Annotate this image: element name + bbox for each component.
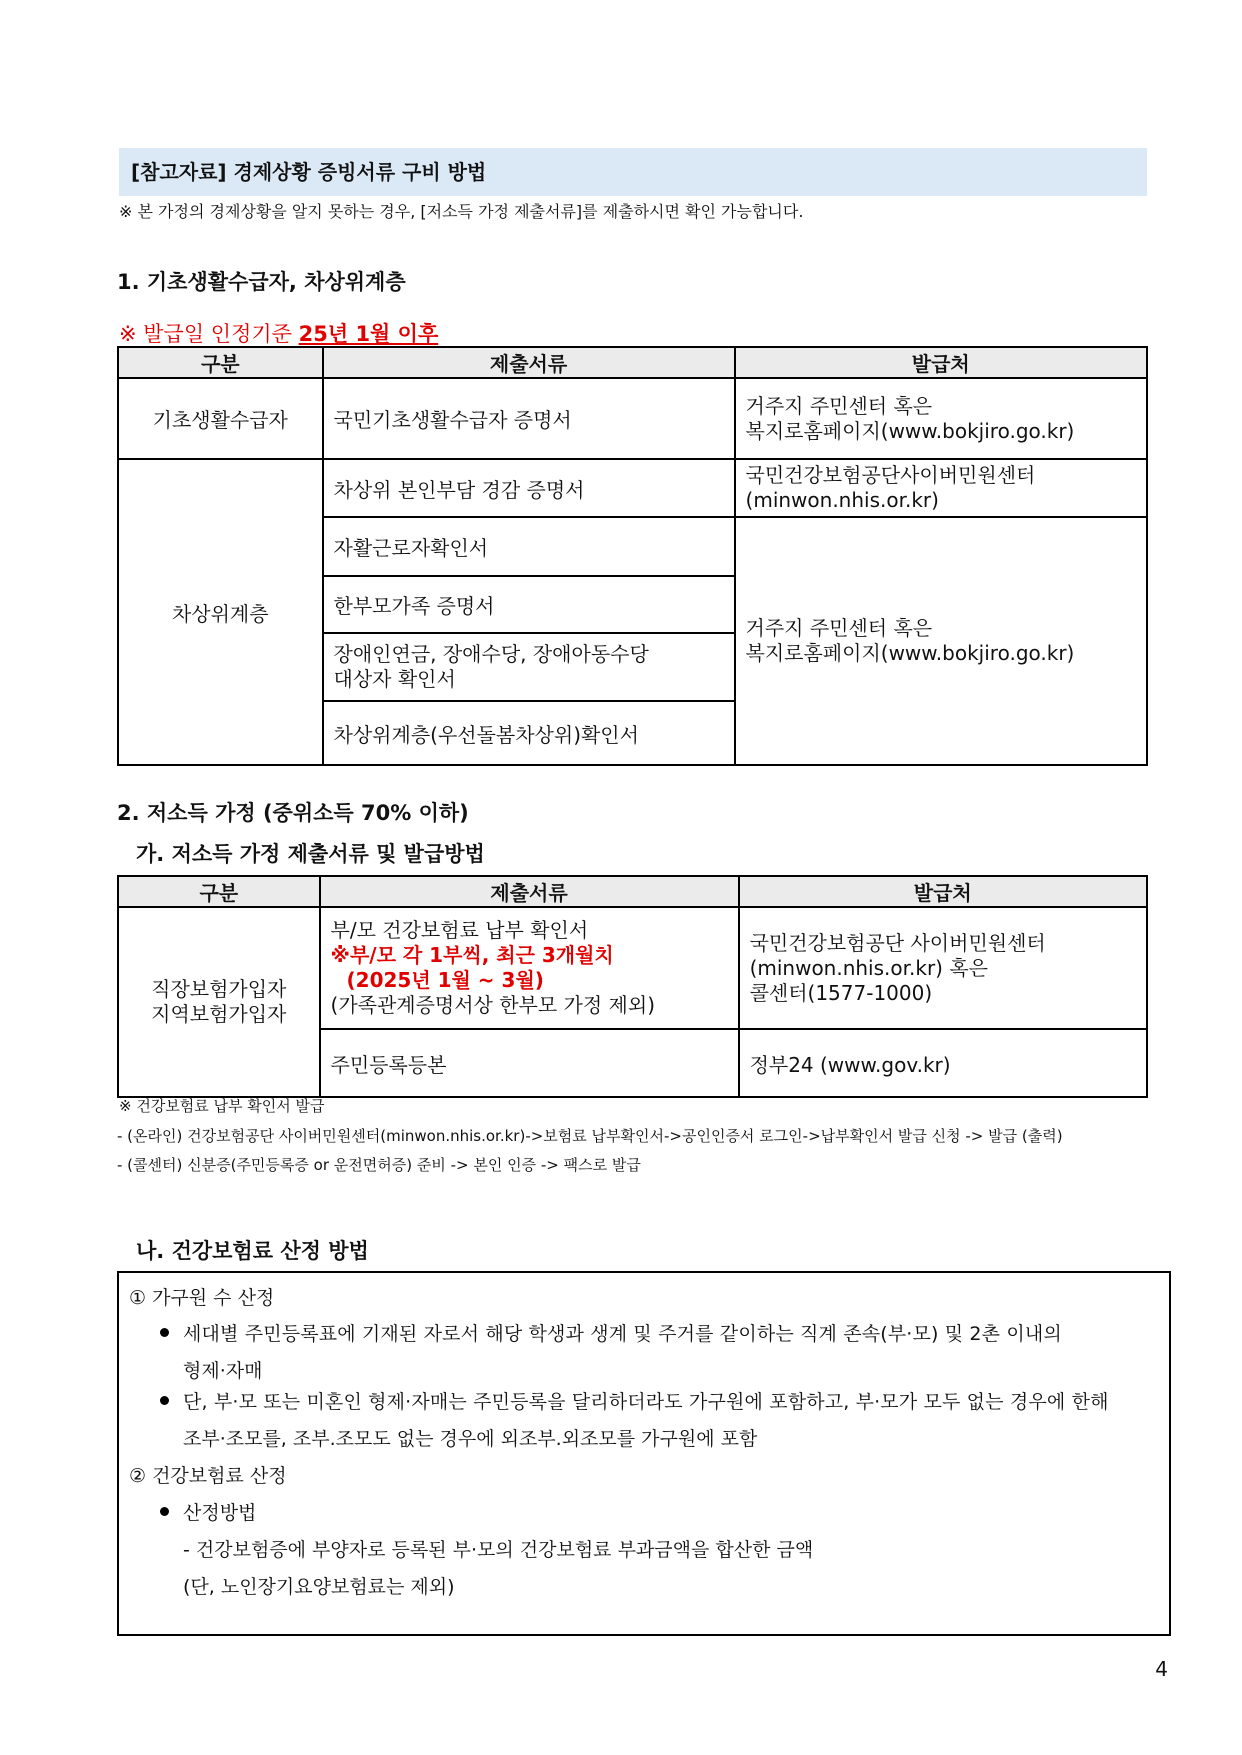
- col-header-issuer: 발급처: [739, 876, 1147, 907]
- doc-near-poverty-5: 차상위계층(우선돌봄차상위)확인서: [323, 701, 735, 765]
- col-header-category: 구분: [118, 876, 320, 907]
- category-basic-recipient: 기초생활수급자: [118, 378, 323, 459]
- notes-online: - (온라인) 건강보험공단 사이버민원센터(minwon.nhis.or.kr)->보험료 납부확인서->공인인증서 로그인->납부확인서 발급 신청 -> 발급 (출력): [117, 1127, 1063, 1145]
- section1-heading: 1. 기초생활수급자, 차상위계층: [117, 270, 406, 294]
- doc-insurance-red1: ※부/모 각 1부씩, 최근 3개월치: [330, 943, 614, 967]
- notice-prefix: ※ 발급일 인정기준: [119, 322, 299, 346]
- section1-notice: [119, 318, 438, 348]
- bullet3-label: 산정방법: [183, 1502, 257, 1524]
- col-header-category: 구분: [118, 347, 323, 378]
- category-near-poverty: 차상위계층: [118, 459, 323, 765]
- header-note: ※ 본 가정의 경제상황을 알지 못하는 경우, [저소득 가정 제출서류]를 제출하시면 확인 가능합니다.: [119, 202, 804, 221]
- section2-heading: 2. 저소득 가정 (중위소득 70% 이하): [117, 801, 469, 825]
- doc-insurance-red2: (2025년 1월 ~ 3월): [346, 968, 544, 992]
- issuer-nhis-callcenter: 국민건강보험공단 사이버민원센터 (minwon.nhis.or.kr) 혹은 콜센터(1577-1000): [739, 907, 1147, 1029]
- calculation-method-box: [117, 1271, 1171, 1636]
- page-number: 4: [1155, 1657, 1168, 1681]
- bullet2-line2: 조부·조모를, 조부.조모도 없는 경우에 외조부.외조모를 가구원에 포함: [183, 1428, 758, 1450]
- doc-near-poverty-1: 차상위 본인부담 경감 증명서: [323, 459, 735, 517]
- item-household-count: ① 가구원 수 산정: [129, 1287, 275, 1309]
- section1-table: [117, 346, 1148, 766]
- issuer-nhis: 국민건강보험공단사이버민원센터 (minwon.nhis.or.kr): [735, 459, 1147, 517]
- bullet-icon: [160, 1507, 169, 1516]
- notes-callcenter: - (콜센터) 신분증(주민등록증 or 운전면허증) 준비 -> 본인 인증 -> 팩스로 발급: [117, 1156, 641, 1174]
- notes-title: ※ 건강보험료 납부 확인서 발급: [119, 1097, 325, 1115]
- col-header-documents: 제출서류: [323, 347, 735, 378]
- doc-near-poverty-2: 자활근로자확인서: [323, 517, 735, 576]
- doc-basic-certificate: 국민기초생활수급자 증명서: [323, 378, 735, 459]
- doc-resident-register: 주민등록등본: [320, 1029, 739, 1097]
- doc-insurance-line4: (가족관계증명서상 한부모 가정 제외): [330, 993, 655, 1017]
- bullet1-line2: 형제·자매: [183, 1360, 263, 1382]
- category-insured: 직장보험가입자 지역보험가입자: [118, 907, 320, 1097]
- bullet3-line1: - 건강보험증에 부양자로 등록된 부·모의 건강보험료 부과금액을 합산한 금액: [183, 1539, 814, 1561]
- doc-insurance-payment: [320, 907, 739, 1029]
- item-premium-calc: ② 건강보험료 산정: [129, 1465, 287, 1487]
- issuer-community-center: 거주지 주민센터 혹은 복지로홈페이지(www.bokjiro.go.kr): [735, 517, 1147, 765]
- col-header-issuer: 발급처: [735, 347, 1147, 378]
- bullet1-line1: 세대별 주민등록표에 기재된 자로서 해당 학생과 생계 및 주거를 같이하는 직계 존속(부·모) 및 2촌 이내의: [183, 1323, 1062, 1345]
- bullet3-line2: (단, 노인장기요양보험료는 제외): [183, 1576, 455, 1598]
- issuer-basic: 거주지 주민센터 혹은 복지로홈페이지(www.bokjiro.go.kr): [735, 378, 1147, 459]
- doc-insurance-line1: 부/모 건강보험료 납부 확인서: [330, 918, 589, 942]
- bullet-icon: [160, 1396, 169, 1405]
- col-header-documents: 제출서류: [320, 876, 739, 907]
- section2-sub-a: 가. 저소득 가정 제출서류 및 발급방법: [136, 842, 485, 866]
- section2-table: [117, 875, 1148, 1098]
- doc-near-poverty-4: 장애인연금, 장애수당, 장애아동수당 대상자 확인서: [323, 633, 735, 701]
- notice-highlight: 25년 1월 이후: [298, 322, 439, 346]
- section2-sub-b: 나. 건강보험료 산정 방법: [136, 1239, 369, 1263]
- reference-title: [참고자료] 경제상황 증빙서류 구비 방법: [119, 148, 1147, 196]
- issuer-gov24: 정부24 (www.gov.kr): [739, 1029, 1147, 1097]
- doc-near-poverty-3: 한부모가족 증명서: [323, 576, 735, 633]
- bullet2-line1: 단, 부·모 또는 미혼인 형제·자매는 주민등록을 달리하더라도 가구원에 포함하고, 부·모가 모두 없는 경우에 한해: [183, 1391, 1109, 1413]
- bullet-icon: [160, 1328, 169, 1337]
